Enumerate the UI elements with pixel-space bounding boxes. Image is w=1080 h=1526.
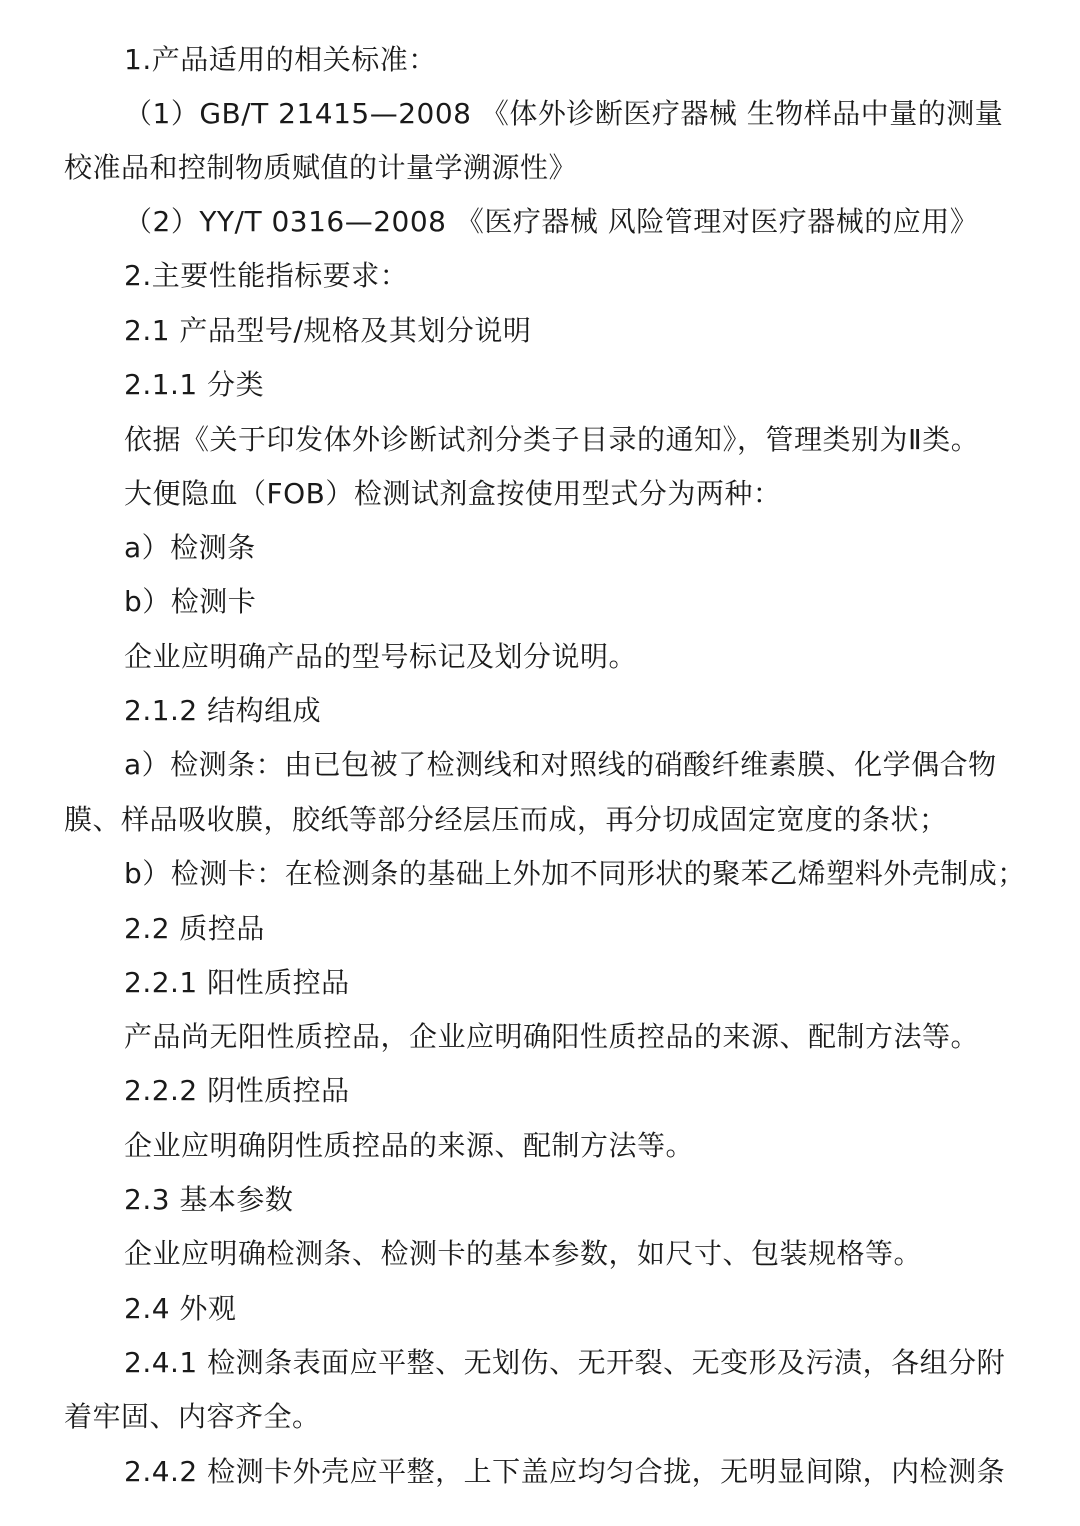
text-line: 着牢固、内容齐全。 — [64, 1400, 321, 1433]
text-line: 膜、样品吸收膜，胶纸等部分经层压而成，再分切成固定宽度的条状； — [64, 803, 948, 836]
text-line: 2.2.2 阴性质控品 — [124, 1074, 350, 1107]
text-line: 依据《关于印发体外诊断试剂分类子目录的通知》，管理类别为Ⅱ类。 — [124, 423, 980, 456]
text-line: 2.2.1 阳性质控品 — [124, 966, 350, 999]
text-line: 2.1.1 分类 — [124, 368, 265, 401]
text-line: 企业应明确阴性质控品的来源、配制方法等。 — [124, 1129, 695, 1162]
text-line: 2.1.2 结构组成 — [124, 694, 322, 727]
text-line: 2.2 质控品 — [124, 912, 265, 945]
text-line: 2.主要性能指标要求： — [124, 259, 409, 292]
text-line: 校准品和控制物质赋值的计量学溯源性》 — [64, 151, 578, 184]
text-line: 企业应明确检测条、检测卡的基本参数，如尺寸、包装规格等。 — [124, 1237, 923, 1270]
text-line: 大便隐血（FOB）检测试剂盒按使用型式分为两种： — [124, 477, 782, 510]
text-line: 产品尚无阳性质控品，企业应明确阳性质控品的来源、配制方法等。 — [124, 1020, 980, 1053]
text-line: 2.4.1 检测条表面应平整、无划伤、无开裂、无变形及污渍，各组分附 — [124, 1346, 1006, 1379]
text-line: b）检测卡：在检测条的基础上外加不同形状的聚苯乙烯塑料外壳制成； — [124, 857, 1026, 890]
text-line: 2.1 产品型号/规格及其划分说明 — [124, 314, 532, 347]
text-line: （1）GB/T 21415—2008 《体外诊断医疗器械 生物样品中量的测量 — [124, 97, 1004, 130]
text-line: b）检测卡 — [124, 585, 257, 618]
text-line: （2）YY/T 0316—2008 《医疗器械 风险管理对医疗器械的应用》 — [124, 205, 979, 238]
text-line: a）检测条 — [124, 531, 256, 564]
text-line: 2.4 外观 — [124, 1292, 237, 1325]
text-line: 企业应明确产品的型号标记及划分说明。 — [124, 640, 638, 673]
text-line: a）检测条：由已包被了检测线和对照线的硝酸纤维素膜、化学偶合物 — [124, 748, 997, 781]
text-line: 1.产品适用的相关标准： — [124, 43, 437, 76]
text-line: 2.4.2 检测卡外壳应平整，上下盖应均匀合拢，无明显间隙，内检测条 — [124, 1455, 1006, 1488]
text-line: 2.3 基本参数 — [124, 1183, 294, 1216]
